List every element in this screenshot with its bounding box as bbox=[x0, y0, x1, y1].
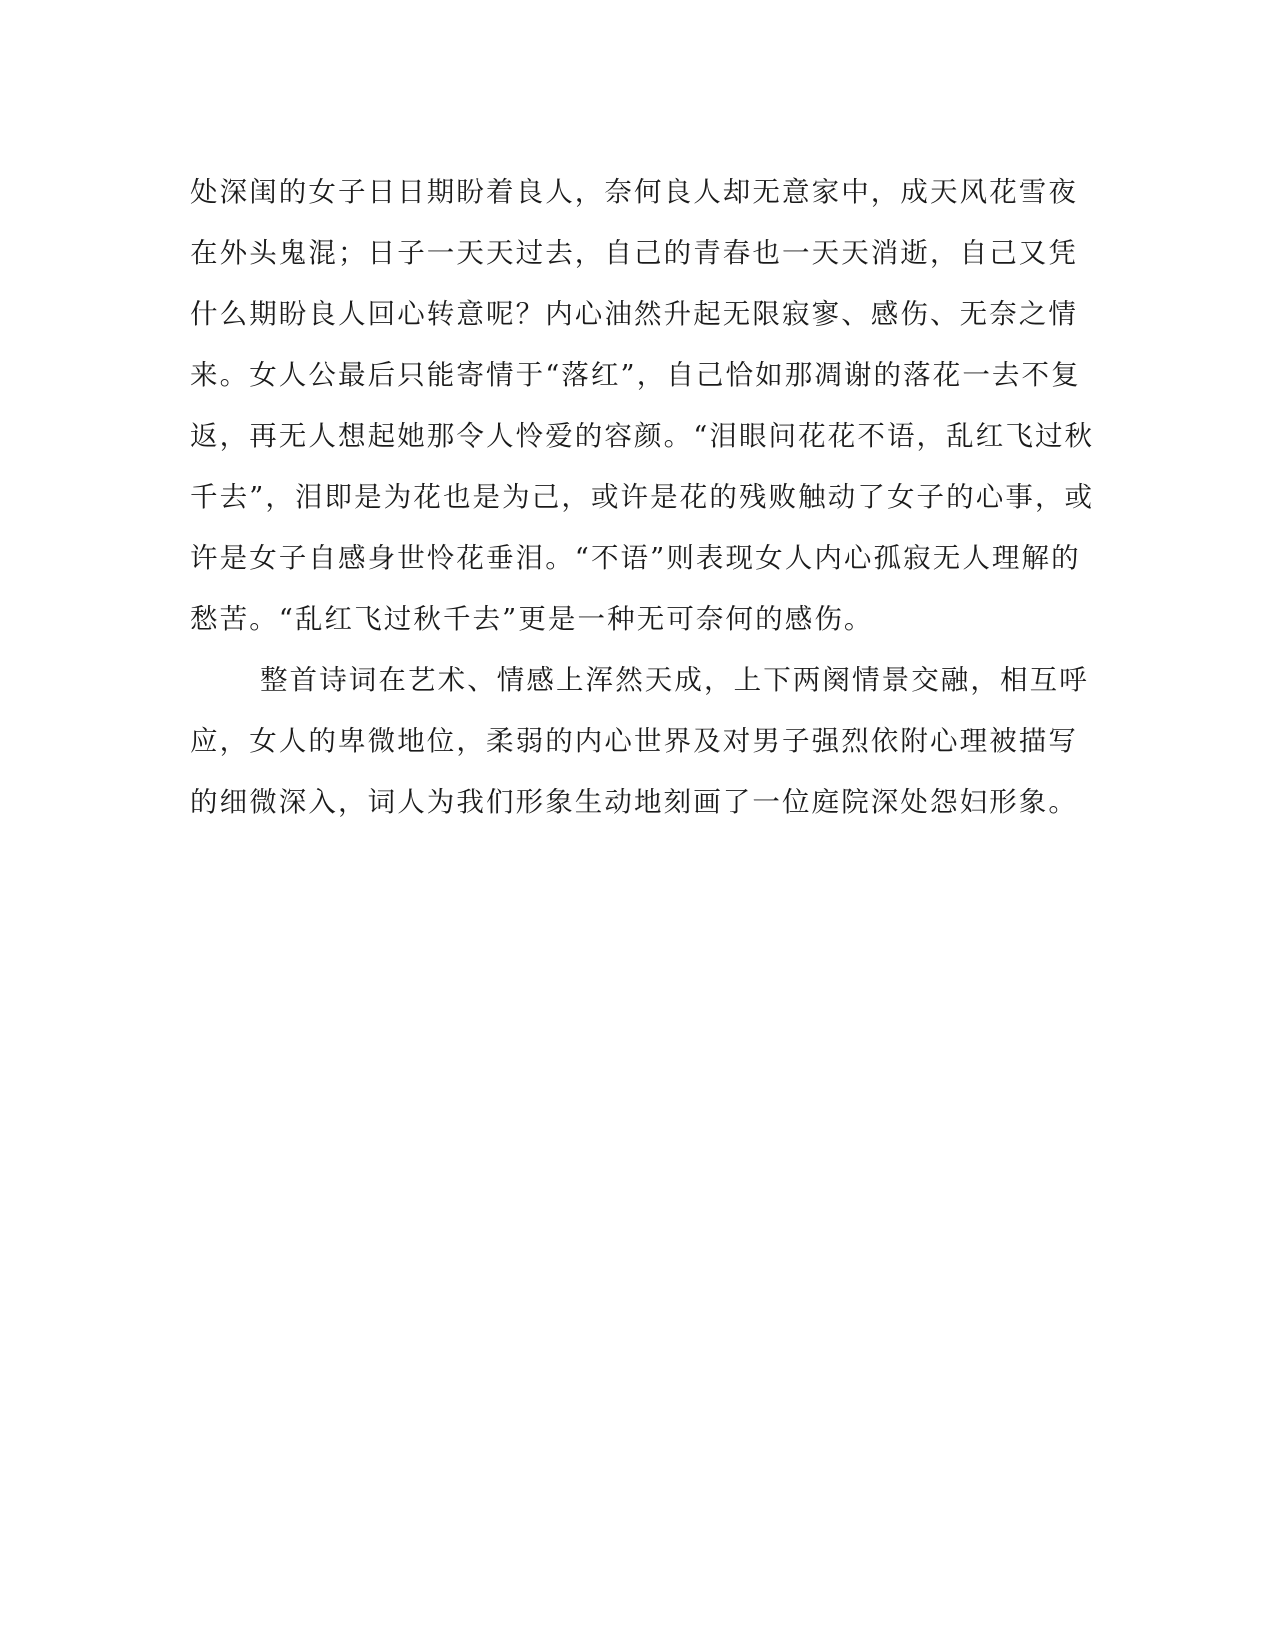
paragraph-1 bbox=[190, 162, 1095, 650]
text-line: 千去”，泪即是为花也是为己，或许是花的残败触动了女子的心事，或 bbox=[190, 481, 1095, 513]
text-line: 在外头鬼混；日子一天天过去，自己的青春也一天天消逝，自己又凭 bbox=[190, 237, 1078, 269]
text-line: 应，女人的卑微地位，柔弱的内心世界及对男子强烈依附心理被描写 bbox=[190, 725, 1078, 757]
text-line: 来。女人公最后只能寄情于“落红”，自己恰如那凋谢的落花一去不复 bbox=[190, 359, 1081, 391]
paragraph-2 bbox=[190, 650, 1089, 833]
text-line: 返，再无人想起她那令人怜爱的容颜。“泪眼问花花不语，乱红飞过秋 bbox=[190, 420, 1095, 452]
text-line: 的细微深入，词人为我们形象生动地刻画了一位庭院深处怨妇形象。 bbox=[190, 786, 1078, 818]
text-line: 处深闺的女子日日期盼着良人，奈何良人却无意家中，成天风花雪夜 bbox=[190, 176, 1078, 208]
text-line: 许是女子自感身世怜花垂泪。“不语”则表现女人内心孤寂无人理解的 bbox=[190, 542, 1081, 574]
text-line: 整首诗词在艺术、情感上浑然天成，上下两阕情景交融，相互呼 bbox=[260, 664, 1089, 696]
text-line: 愁苦。“乱红飞过秋千去”更是一种无可奈何的感伤。 bbox=[190, 603, 874, 635]
text-line: 什么期盼良人回心转意呢？内心油然升起无限寂寥、感伤、无奈之情 bbox=[190, 298, 1078, 330]
body-text bbox=[190, 162, 1095, 833]
